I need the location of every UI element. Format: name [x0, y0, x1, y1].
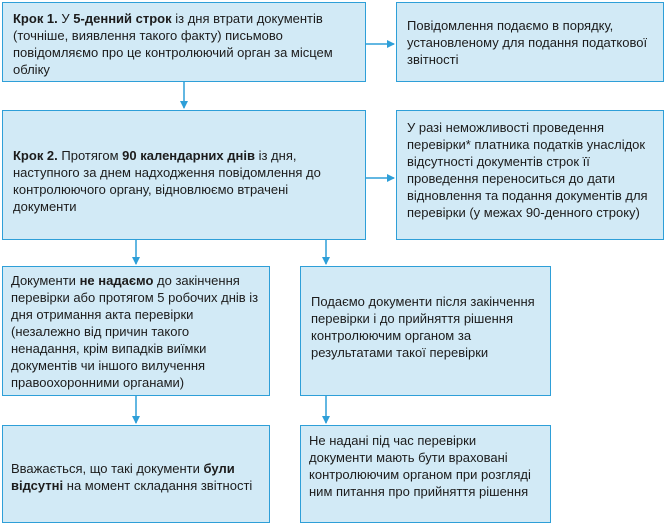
step2-label: Крок 2.: [13, 148, 58, 163]
step1-term: 5-денний строк: [73, 11, 172, 26]
step2-text: із дня, наступного за днем надходження повідомлення до контролюючого органу, відновлюємо втрачені документи: [13, 148, 321, 214]
left-result-text: на момент складання звітності: [66, 478, 253, 493]
left-branch-term: не надаємо: [79, 273, 154, 288]
left-result-term: були відсутні: [11, 461, 235, 493]
step1-text: із дня втрати документів (точніше, виявлення такого факту) письмово повідомляємо про це контролюючий орган за місцем обліку: [13, 11, 333, 77]
note2-text: У разі неможливості проведення перевірки* платника податків унаслідок відсутності документів строк її проведення переноситься до дати відновлення та подання документів для перевірки (у межах 90-денного строку): [407, 120, 648, 220]
step2-pre: Протягом: [61, 148, 119, 163]
step1-pre: У: [61, 11, 70, 26]
step2-term: 90 календарних днів: [122, 148, 255, 163]
left-result-pre: Вважається, що такі документи: [11, 461, 200, 476]
right-result-text: Не надані під час перевірки документи мають бути враховані контролюючим органом при розгляді ним питання про прийняття рішення: [309, 433, 531, 499]
right-branch-text: Подаємо документи після закінчення перевірки і до прийняття рішення контролюючим органом за результатами такої перевірки: [311, 294, 535, 360]
left-branch-pre: Документи: [11, 273, 76, 288]
note1-text: Повідомлення подаємо в порядку, установленому для подання податкової звітності: [407, 18, 648, 67]
step1-label: Крок 1.: [13, 11, 58, 26]
left-branch-text: до закінчення перевірки або протягом 5 робочих днів із дня отримання акта перевірки (незалежно від причин такого ненадання, крім випадків виїмки документів чи іншого вилучення правоохоронними органами): [11, 273, 259, 390]
